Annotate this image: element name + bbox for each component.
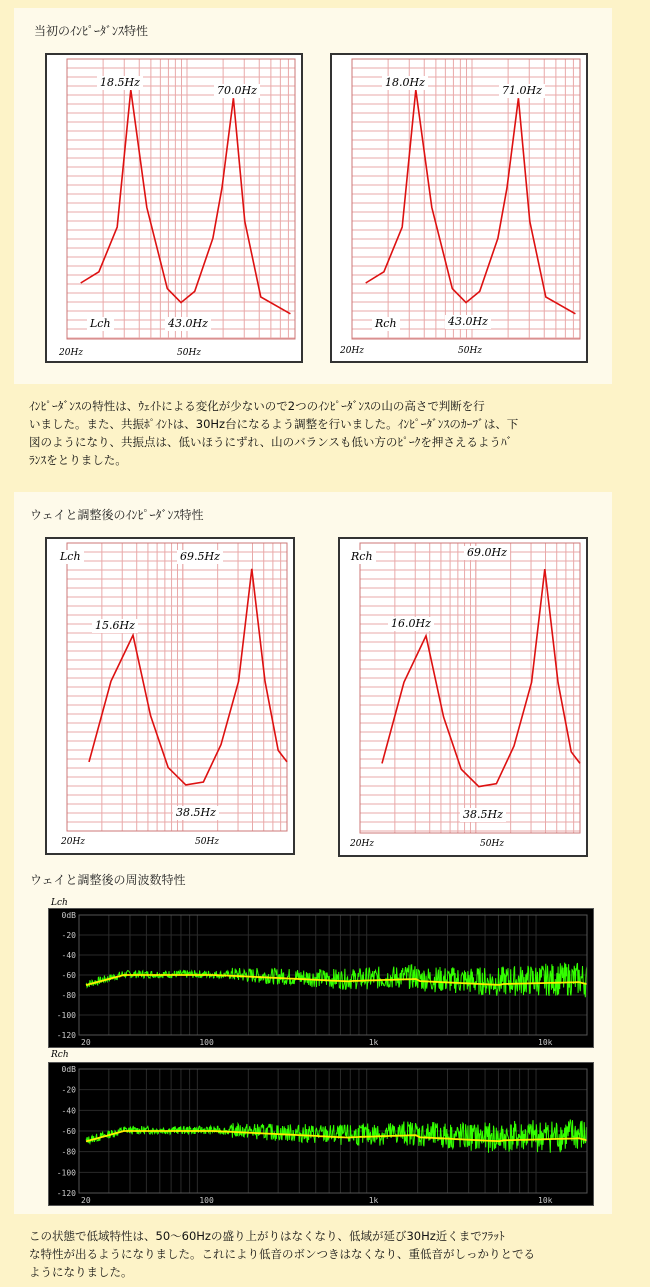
x-tick-label: 100 [199,1038,214,1047]
paragraph-line: ようになりました。 [29,1265,133,1279]
section-title: ウェイと調整後の周波数特性 [30,873,186,887]
x-tick-50hz: 50Hz [177,348,202,358]
paragraph-line: この状態で低域特性は、50～60Hzの盛り上がりはなくなり、低域が延び30Hz近くまでﾌﾗｯﾄ [29,1229,505,1243]
channel-label: Lch [57,550,84,564]
peak2-label: 71.0Hz [499,84,545,98]
y-tick-label: 0dB [61,911,76,920]
impedance-chart-adjusted-lch [45,537,295,855]
y-tick-label: -100 [56,1011,76,1020]
peak2-label: 69.0Hz [464,546,510,560]
x-tick-20hz: 20Hz [59,348,84,358]
section-title: 当初のｲﾝﾋﾟｰﾀﾞﾝｽ特性 [34,24,149,38]
y-tick-label: -40 [61,1106,76,1116]
dip-label: 38.5Hz [460,808,506,822]
frequency-chart-lch [48,908,594,1048]
x-tick-label: 20 [81,1038,91,1047]
y-tick-label: -80 [61,991,76,1000]
y-tick-label: -80 [61,1147,76,1157]
x-tick-20hz: 20Hz [350,839,375,849]
y-tick-label: -20 [61,1085,76,1095]
y-tick-label: -20 [61,931,76,940]
section-title: ウェイと調整後のｲﾝﾋﾟｰﾀﾞﾝｽ特性 [30,508,204,522]
x-tick-50hz: 50Hz [480,839,505,849]
y-tick-label: -60 [61,1127,76,1136]
x-tick-50hz: 50Hz [458,346,483,356]
peak1-label: 16.0Hz [388,617,434,631]
frequency-plot [49,909,593,1047]
y-tick-label: 0dB [61,1065,76,1074]
dip-label: 43.0Hz [165,317,211,331]
x-tick-50hz: 50Hz [195,837,220,847]
paragraph-line: 図のようになり、共振点は、低いほうにずれ、山のバランスも低い方のﾋﾟｰｸを押さえるようﾊﾞ [29,435,513,449]
x-tick-20hz: 20Hz [340,346,365,356]
peak1-label: 18.5Hz [97,76,143,90]
channel-label: Rch [348,550,376,564]
paragraph-line: ｲﾝﾋﾟｰﾀﾞﾝｽの特性は、ｳｪｲﾄによる変化が少ないので2つのｲﾝﾋﾟｰﾀﾞﾝｽの山の高さで判断を行 [29,399,485,413]
peak1-label: 18.0Hz [382,76,428,90]
impedance-chart-initial-lch [45,53,303,363]
peak2-label: 70.0Hz [214,84,260,98]
paragraph-line: いました。また、共振ﾎﾟｲﾝﾄは、30Hz台になるよう調整を行いました。ｲﾝﾋﾟｰﾀﾞﾝｽのｶｰﾌﾞは、下 [29,417,519,431]
channel-label: Lch [87,317,114,331]
channel-label: Rch [372,317,400,331]
dip-label: 43.0Hz [445,315,491,329]
x-tick-label: 100 [199,1196,214,1205]
paragraph-line: ﾗﾝｽをとりました。 [29,453,127,467]
impedance-description [29,397,609,469]
x-tick-20hz: 20Hz [61,837,86,847]
impedance-curve [89,569,287,785]
frequency-description [29,1227,609,1281]
y-tick-label: -120 [56,1031,76,1040]
frequency-plot [49,1063,593,1205]
dip-label: 38.5Hz [173,806,219,820]
impedance-plot [47,55,301,361]
frequency-chart-rch [48,1062,594,1206]
x-tick-label: 20 [81,1196,91,1205]
y-tick-label: -100 [56,1168,76,1178]
y-tick-label: -60 [61,971,76,980]
peak2-label: 69.5Hz [177,550,223,564]
paragraph-line: な特性が出るようになりました。これにより低音のボンつきはなくなり、重低音がしっかりとでる [29,1247,535,1261]
impedance-chart-initial-rch [330,53,588,363]
x-tick-label: 10k [538,1196,553,1205]
x-tick-label: 1k [368,1038,379,1047]
impedance-chart-adjusted-rch [338,537,588,857]
y-tick-label: -40 [61,951,76,960]
freq-chart-name: Lch [51,898,68,908]
x-tick-label: 1k [368,1196,379,1205]
impedance-plot [47,539,293,853]
peak1-label: 15.6Hz [92,619,138,633]
y-tick-label: -120 [56,1189,76,1198]
x-tick-label: 10k [538,1038,553,1047]
freq-chart-name: Rch [51,1050,69,1060]
